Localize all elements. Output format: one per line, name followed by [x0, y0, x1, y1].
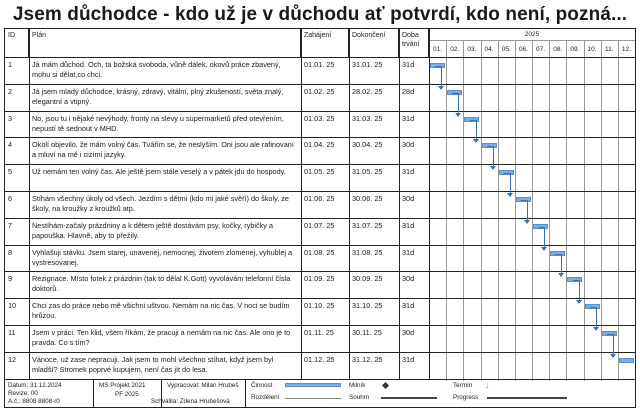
task-duration: 31d	[402, 113, 415, 123]
table-row[interactable]	[5, 353, 635, 380]
task-start: 01.05. 25	[304, 167, 335, 177]
legend-activity-label: Činnost	[251, 382, 273, 389]
task-duration: 30d	[402, 194, 415, 203]
timeline-month: 01.	[433, 46, 443, 53]
task-id: 1	[8, 60, 13, 69]
task-id: 9	[8, 274, 13, 284]
col-header-duration: Doba trvání	[399, 29, 429, 57]
task-start: 01.10. 25	[304, 301, 335, 311]
footer-date: Datum: 31.12.2024	[8, 382, 62, 389]
task-duration: 30d	[402, 274, 415, 284]
timeline-month: 02.	[450, 46, 460, 53]
page-title: Jsem důchodce - kdo už je v důchodu ať potvrdí, kdo není, pozná...	[12, 4, 628, 25]
task-id: 8	[8, 247, 13, 257]
task-end: 30.06. 25	[352, 194, 383, 203]
task-duration: 31d	[402, 354, 415, 364]
task-plan: Já jsem mladý důchodce, krásný, zdravý, vitální, plný zkušeností, světa znalý, elegantní a vtipný.	[32, 86, 284, 106]
table-row[interactable]	[5, 299, 635, 326]
task-plan: Já mám důchod. Och, ta božská svoboda, vůně dálek, okovů práce zbavený, mohu si dělat,co chci.	[32, 60, 281, 79]
task-duration: 31d	[402, 301, 415, 311]
table-row[interactable]	[5, 326, 635, 353]
task-end: 31.10. 25	[352, 301, 383, 311]
task-start: 01.06. 25	[304, 194, 335, 203]
task-plan: Stíhám všechny úkoly od všech. Jezdím s dětmi (kdo mi jaké svěří) do školy, ze školy, na kroužky z kroužků atp.	[32, 194, 289, 213]
task-end: 31.01. 25	[352, 60, 383, 69]
table-row[interactable]	[5, 58, 635, 85]
task-plan: No, jsou tu i nějaké nevýhody, fronty na slevy u supermarketů před otevřením, nepustí tě sednout v MHD.	[32, 113, 284, 133]
task-plan: Nestíhám-začaly prázdniny a k dětem ještě dostávám psy, kočky, rybičky a papouška. Hlavně, aby to přežily.	[32, 220, 274, 240]
timeline-month: 07.	[536, 46, 546, 53]
legend-progress-label: Progress	[453, 394, 479, 401]
footer-pf: PF 2025	[115, 391, 139, 398]
table-row[interactable]	[5, 85, 635, 112]
timeline-month: 09.	[570, 46, 580, 53]
footer-number: A.č.: 8808 8808-r0	[8, 398, 60, 405]
task-end: 30.09. 25	[352, 274, 383, 284]
task-end: 31.05. 25	[352, 167, 383, 177]
legend-milestone-label: Milník	[349, 382, 366, 389]
task-end: 28.02. 25	[352, 86, 383, 96]
table-row[interactable]	[5, 219, 635, 246]
task-duration: 28d	[402, 86, 415, 96]
task-end: 31.08. 25	[352, 247, 383, 257]
footer-prepared: Vypracoval: Milan Hrubeš	[167, 382, 239, 389]
task-id: 6	[8, 194, 13, 203]
timeline-month: 05.	[501, 46, 511, 53]
task-plan: Rezignace. Místo fotek z prázdnin (tak to dělal K.Gott) vyvolávám telefonní čísla doktorů.	[32, 274, 291, 294]
task-id: 11	[8, 328, 16, 337]
task-plan: Okolí objevilo, že mám volný čas. Tvářím se, že neslyším. Oni jsou ale rafinovaní a mluví na mě i cizími jazyky.	[32, 140, 294, 160]
task-start: 01.03. 25	[304, 113, 335, 123]
task-start: 01.07. 25	[304, 220, 335, 230]
timeline-month: 03.	[467, 46, 477, 53]
gantt-grid	[4, 28, 636, 380]
legend-split-label: Rozdělení	[251, 394, 280, 401]
task-start: 01.09. 25	[304, 274, 335, 284]
timeline-month: 12.	[621, 46, 631, 53]
col-header-id: ID	[5, 29, 29, 57]
legend-progress-line	[487, 397, 567, 399]
task-plan: Už nemám ten volný čas. Ale ještě jsem stále veselý a v pátek jdu do hospody.	[32, 167, 286, 177]
timeline-year: 2025	[524, 31, 540, 38]
deadline-arrow-icon: ↓	[485, 380, 490, 390]
task-end: 30.04. 25	[352, 140, 383, 150]
task-duration: 30d	[402, 328, 415, 337]
task-start: 01.11. 25	[304, 328, 334, 337]
task-duration: 31d	[402, 167, 415, 177]
task-plan: Jsem v práci. Ten klid, všem říkám, že pracuji a nemám na nic čas. Ale ono je to pravda. Co s tím?	[32, 328, 291, 347]
col-header-plan: Plán	[29, 29, 301, 57]
legend-split-line	[285, 398, 341, 399]
task-id: 5	[8, 167, 13, 177]
task-end: 30.11. 25	[352, 328, 382, 337]
task-duration: 31d	[402, 247, 415, 257]
legend-activity-bar	[285, 383, 341, 387]
task-id: 3	[8, 113, 13, 123]
task-duration: 30d	[402, 140, 415, 150]
milestone-diamond-icon	[382, 382, 389, 389]
col-header-start: Zahájení	[301, 29, 349, 57]
col-header-end: Dokončení	[349, 29, 399, 57]
timeline-month: 04.	[484, 46, 494, 53]
task-id: 4	[8, 140, 13, 150]
task-start: 01.12. 25	[304, 354, 335, 364]
timeline-month: 11.	[604, 46, 614, 53]
table-row[interactable]	[5, 272, 635, 299]
legend-summary-label: Souhrn	[349, 394, 370, 401]
table-row[interactable]	[5, 192, 635, 219]
legend-deadline-label: Termín	[453, 382, 473, 389]
table-row[interactable]	[5, 246, 635, 273]
task-start: 01.08. 25	[304, 247, 335, 257]
timeline-month: 10.	[587, 46, 597, 53]
task-start: 01.01. 25	[304, 60, 335, 69]
task-plan: Vánoce, už zase nepracuji. Jak jsem to mohl všechno stíhat, když jsem byl mladší? Stromek poprvé kupujem, není čas jít do lesa.	[32, 354, 274, 374]
table-row[interactable]	[5, 165, 635, 192]
task-plan: Vyhlašuji stávku. Jsem starej, unavenej, nemocnej, životem zlomenej, vyhublej a vystresovanej.	[32, 247, 293, 267]
task-start: 01.02. 25	[304, 86, 335, 96]
table-row[interactable]	[5, 112, 635, 139]
footer-approved: Schválila: Zdena Hrubešová	[151, 398, 230, 405]
task-duration: 31d	[402, 60, 415, 69]
task-id: 7	[8, 220, 13, 230]
task-duration: 31d	[402, 220, 415, 230]
task-plan: Chci zas do práce nebo mě všichni uštvou. Nemám na nic čas. V noci se budím hrůzou.	[32, 301, 290, 321]
task-id: 10	[8, 301, 17, 311]
footer-software: MS Projekt 2021	[99, 382, 146, 389]
task-end: 31.03. 25	[352, 113, 383, 123]
table-row[interactable]	[5, 138, 635, 165]
task-start: 01.04. 25	[304, 140, 335, 150]
timeline-month: 08.	[553, 46, 563, 53]
task-id: 12	[8, 354, 17, 364]
task-id: 2	[8, 86, 13, 96]
footer-revision: Revize: 00	[8, 390, 38, 397]
timeline-month: 06.	[518, 46, 528, 53]
legend-summary-line	[381, 397, 437, 399]
task-end: 31.07. 25	[352, 220, 383, 230]
task-end: 31.12. 25	[352, 354, 383, 364]
footer	[4, 380, 636, 408]
